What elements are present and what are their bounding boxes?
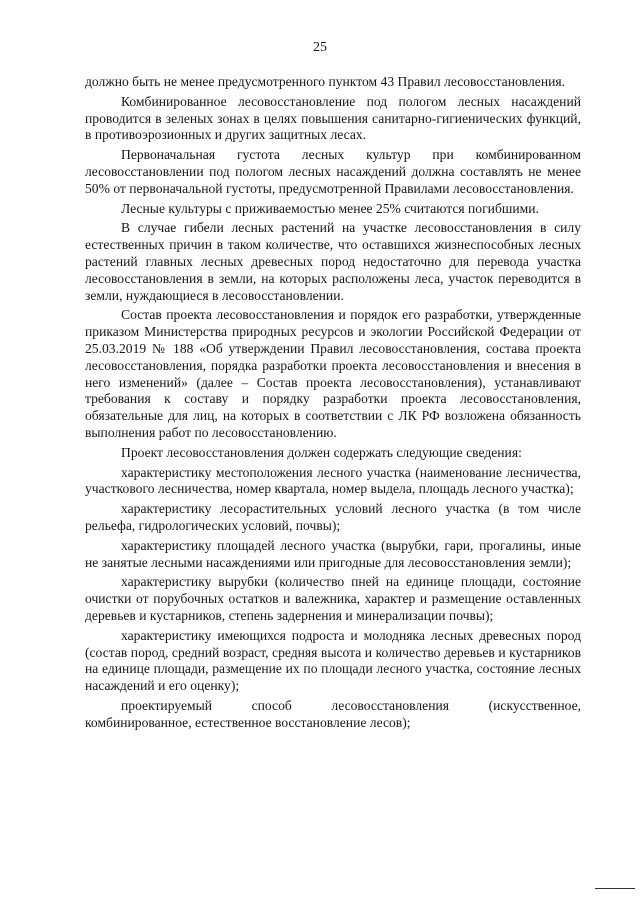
list-item-reforestation-method: проектируемый способ лесовосстановления (искусственное, комбинированное, естественное восстановление лесов); <box>85 697 581 730</box>
paragraph-initial-density: Первоначальная густота лесных культур при комбинированном лесовосстановлении под пологом лесных насаждений должна составлять не менее 50% от первоначальной густоты, предусмотренной Правилами лесовосстановления. <box>85 147 581 196</box>
paragraph-project-composition: Состав проекта лесовосстановления и порядок его разработки, утвержденные приказом Министерства природных ресурсов и экологии Российской Федерации от 25.03.2019 № 188 «Об утверждении Правил лесовосстановления, состава проекта лесовосстановления, порядка разработки проекта лесовосстановления и внесения в него изменений» (далее – Состав проекта лесовосстановления), устанавливают требования к составу и порядку разработки проекта лесовосстановления, обязательные для лиц, на которых в соответствии с ЛК РФ возложена обязанность выполнения работ по лесовосстановлению. <box>85 307 581 440</box>
page-number: 25 <box>313 40 327 55</box>
paragraph-project-contents-intro: Проект лесовосстановления должен содержать следующие сведения: <box>121 444 522 460</box>
paragraph-plant-death: В случае гибели лесных растений на участке лесовосстановления в силу естественных причин в таком количестве, что оставшихся жизнеспособных лесных растений главных лесных древесных пород недостаточно для перевода участка лесовосстановления в земли, на которых расположены леса, участок переводится в земли, нуждающиеся в лесовосстановлении. <box>85 220 581 303</box>
list-item-growing-conditions: характеристику лесорастительных условий лесного участка (в том числе рельефа, гидрологических условий, почвы); <box>85 501 581 533</box>
paragraph-combined-reforestation: Комбинированное лесовосстановление под пологом лесных насаждений проводится в зеленых зонах в целях повышения санитарно-гигиенических функций, в противоэрозионных и других защитных лесах. <box>85 93 581 143</box>
document-body <box>85 74 581 734</box>
margin-rule <box>595 888 635 889</box>
list-item-site-areas: характеристику площадей лесного участка (вырубки, гари, прогалины, иные не занятые лесными насаждениями или пригодные для лесовосстановления земли); <box>85 537 581 570</box>
list-item-clearing: характеристику вырубки (количество пней на единице площади, состояние очистки от порубочных остатков и валежника, характер и размещение оставленных деревьев и кустарников, степень задернения и минерализации почвы); <box>85 574 581 623</box>
paragraph-continuation: должно быть не менее предусмотренного пунктом 43 Правил лесовосстановления. <box>85 74 566 89</box>
paragraph-survival-rate: Лесные культуры с приживаемостью менее 25% считаются погибшими. <box>121 200 539 216</box>
list-item-site-location: характеристику местоположения лесного участка (наименование лесничества, участкового лесничества, номер квартала, номер выдела, площадь лесного участка); <box>85 464 581 497</box>
list-item-undergrowth: характеристику имеющихся подроста и молодняка лесных древесных пород (состав пород, средний возраст, средняя высота и количество деревьев и кустарников на единице площади, размещение их по площади лесного участка, состояние лесных насаждений и его оценку); <box>85 627 581 694</box>
